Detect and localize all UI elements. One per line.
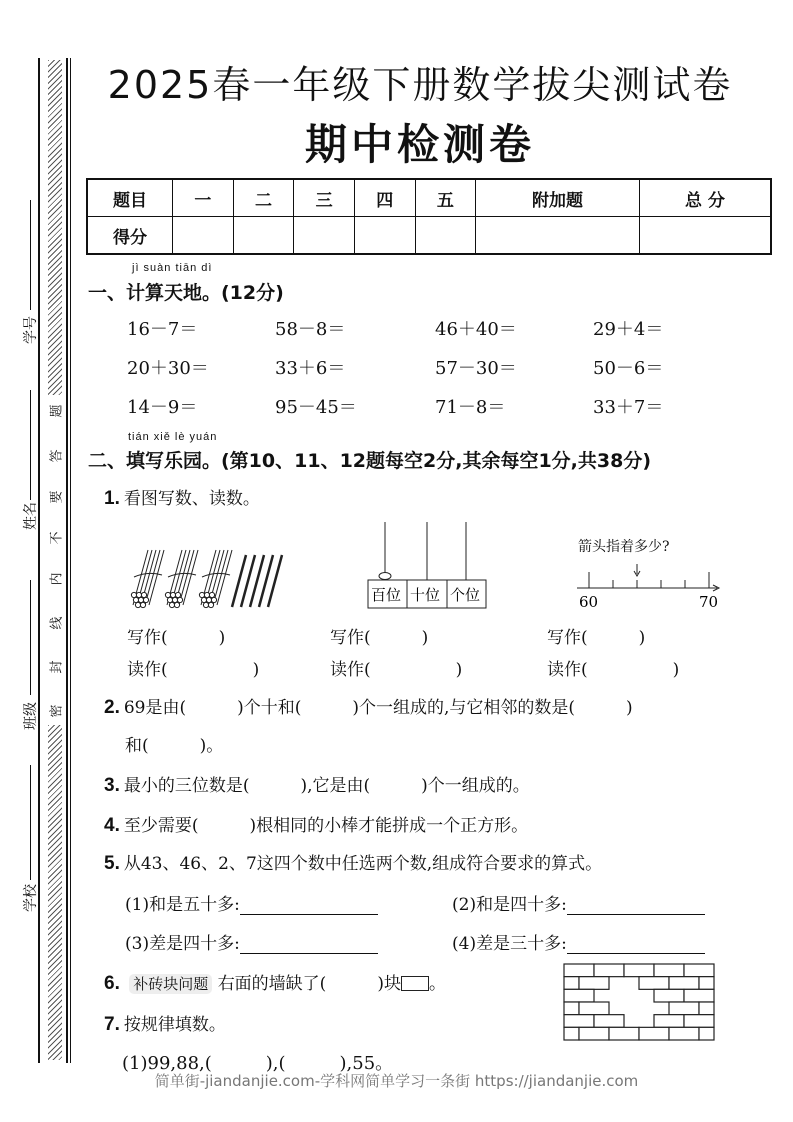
stick [213, 550, 228, 605]
brick-icon [401, 976, 429, 991]
stick [145, 550, 160, 605]
section2-pinyin: tián xiě lè yuán [128, 431, 218, 443]
section2-heading: 二、填写乐园。(第10、11、12题每空2分,其余每空1分,共38分) [88, 450, 652, 472]
q5-item-3 [125, 929, 378, 954]
seal-char: 答 [49, 449, 65, 463]
question-number: 3. [104, 775, 120, 796]
question-number: 6. [104, 973, 120, 994]
question-number: 1. [104, 488, 120, 509]
seal-char: 线 [49, 616, 65, 630]
seal-char: 密 [49, 704, 65, 718]
abacus-label: 百位 [371, 586, 402, 604]
question-2 [104, 693, 633, 719]
equation: 58－8＝ [275, 319, 346, 340]
question-end: 。 [428, 974, 446, 994]
equation: 14－9＝ [127, 397, 198, 418]
question-1 [104, 484, 260, 510]
margin-line [66, 58, 68, 1063]
brick [684, 964, 714, 977]
abacus-label: 十位 [410, 586, 441, 604]
read-blank-2[interactable]: 读作( ) [330, 660, 463, 680]
abacus-bead [379, 573, 391, 580]
margin-line [38, 58, 40, 1063]
brick [564, 1002, 579, 1015]
q5-item-1 [125, 890, 378, 915]
seal-char: 不 [49, 531, 65, 545]
brick [699, 1002, 714, 1015]
item-label: (1)和是五十多: [125, 895, 240, 915]
q7-item-1: (1)99,88,( ),( ),55。 [122, 1053, 394, 1074]
question-text: 按规律填数。 [123, 1015, 226, 1035]
seal-char: 要 [49, 490, 65, 504]
answer-line[interactable] [567, 900, 705, 915]
question-number: 4. [104, 815, 120, 836]
answer-line[interactable] [240, 900, 378, 915]
write-blank-2[interactable]: 写作( ) [330, 628, 429, 648]
question-text: 从43、46、2、7这四个数中任选两个数,组成符合要求的算式。 [123, 854, 603, 874]
question-text: 69是由( )个十和( )个一组成的,与它相邻的数是( ) [123, 698, 633, 718]
q5-item-4 [452, 929, 705, 954]
question-number: 2. [104, 697, 120, 718]
brick [699, 977, 714, 990]
field-line [30, 390, 31, 500]
equation: 33＋6＝ [275, 358, 346, 379]
page-title: 2025春一年级下册数学拔尖测试卷 [107, 63, 733, 107]
equation: 57－30＝ [435, 358, 517, 379]
question-7 [104, 1010, 226, 1036]
number-line-image [575, 560, 725, 612]
score-cell[interactable] [354, 217, 415, 255]
brick [564, 964, 594, 977]
score-header: 二 [233, 179, 294, 217]
brick [669, 977, 699, 990]
brick [579, 1002, 609, 1015]
brick [669, 1002, 699, 1015]
brick [564, 1015, 594, 1028]
equation: 16－7＝ [127, 319, 198, 340]
field-class: 班级 [23, 702, 39, 730]
item-label: (3)差是四十多: [125, 934, 240, 954]
item-label: (2)和是四十多: [452, 895, 567, 915]
question-text: 看图写数、读数。 [123, 489, 260, 509]
brick [639, 977, 669, 990]
abacus-label: 个位 [450, 586, 481, 604]
brick [639, 1027, 669, 1040]
score-table [86, 178, 772, 255]
brick [654, 964, 684, 977]
brick [609, 1027, 639, 1040]
equation: 95－45＝ [275, 397, 357, 418]
score-cell[interactable] [294, 217, 355, 255]
brick [654, 1015, 684, 1028]
footer-watermark: 简单街-jiandanjie.com-学科网简单学习一条街 https://jiandanjie.com [154, 1072, 639, 1090]
question-2-line2: 和( )。 [125, 736, 224, 756]
score-header: 五 [415, 179, 476, 217]
question-text: 至少需要( )根相同的小棒才能拼成一个正方形。 [123, 816, 529, 836]
brick [579, 977, 609, 990]
brick [684, 989, 714, 1002]
score-header: 总 分 [639, 179, 771, 217]
score-header: 附加题 [476, 179, 640, 217]
question-text: 右面的墙缺了( )块 [217, 974, 401, 994]
seal-char: 内 [49, 572, 65, 586]
hatch-strip [48, 725, 62, 1060]
brick [669, 1027, 699, 1040]
question-5 [104, 849, 602, 875]
numberline-end: 70 [699, 593, 719, 611]
score-header: 一 [173, 179, 234, 217]
question-number: 5. [104, 853, 120, 874]
brick [564, 989, 594, 1002]
score-cell[interactable] [173, 217, 234, 255]
brick [699, 1027, 714, 1040]
question-3 [104, 771, 530, 797]
section1-pinyin: jì suàn tiān dì [132, 262, 213, 274]
answer-line[interactable] [240, 939, 378, 954]
brick [684, 1015, 714, 1028]
answer-line[interactable] [567, 939, 705, 954]
stick [217, 550, 232, 605]
numberline-start: 60 [579, 593, 599, 611]
brick [624, 964, 654, 977]
brick-wall-image [562, 962, 716, 1042]
hatch-strip [48, 60, 62, 395]
equation: 71－8＝ [435, 397, 506, 418]
field-line [30, 200, 31, 310]
question-text: 最小的三位数是( ),它是由( )个一组成的。 [123, 776, 530, 796]
equation: 33＋7＝ [593, 397, 664, 418]
section1-heading: 一、计算天地。(12分) [88, 282, 284, 304]
score-cell[interactable] [415, 217, 476, 255]
equation: 46＋40＝ [435, 319, 517, 340]
question-number: 7. [104, 1014, 120, 1035]
field-line [30, 580, 31, 695]
margin-line [70, 58, 71, 1063]
write-blank-1[interactable]: 写作( ) [127, 628, 226, 648]
seal-char: 封 [49, 660, 65, 674]
score-row-label: 得分 [87, 217, 173, 255]
stick [149, 550, 164, 605]
brick [594, 1015, 624, 1028]
q5-item-2 [452, 890, 705, 915]
brick [594, 964, 624, 977]
equation: 50－6＝ [593, 358, 664, 379]
score-cell[interactable] [476, 217, 640, 255]
stick [183, 550, 198, 605]
brick [579, 1027, 609, 1040]
score-header: 四 [354, 179, 415, 217]
item-label: (4)差是三十多: [452, 934, 567, 954]
seal-char: 题 [49, 404, 65, 418]
page-subtitle: 期中检测卷 [304, 120, 535, 169]
score-cell[interactable] [233, 217, 294, 255]
field-name: 姓名 [23, 502, 39, 530]
field-line [30, 765, 31, 880]
field-student-id: 学号 [23, 316, 39, 344]
equation: 29＋4＝ [593, 319, 664, 340]
stick [179, 550, 194, 605]
read-blank-1[interactable]: 读作( ) [127, 660, 260, 680]
question-4 [104, 811, 528, 837]
field-school: 学校 [23, 884, 39, 912]
read-blank-3[interactable]: 读作( ) [547, 660, 680, 680]
topic-tag: 补砖块问题 [129, 974, 212, 994]
numberline-question: 箭头指着多少? [578, 539, 670, 555]
question-6 [104, 969, 446, 995]
brick [654, 989, 684, 1002]
stick-bundles-image [128, 545, 288, 615]
equation: 20＋30＝ [127, 358, 209, 379]
score-cell[interactable] [639, 217, 771, 255]
score-header: 三 [294, 179, 355, 217]
brick [564, 1027, 579, 1040]
brick [564, 977, 579, 990]
abacus-image [365, 522, 490, 610]
write-blank-3[interactable]: 写作( ) [547, 628, 646, 648]
score-header: 题目 [87, 179, 173, 217]
